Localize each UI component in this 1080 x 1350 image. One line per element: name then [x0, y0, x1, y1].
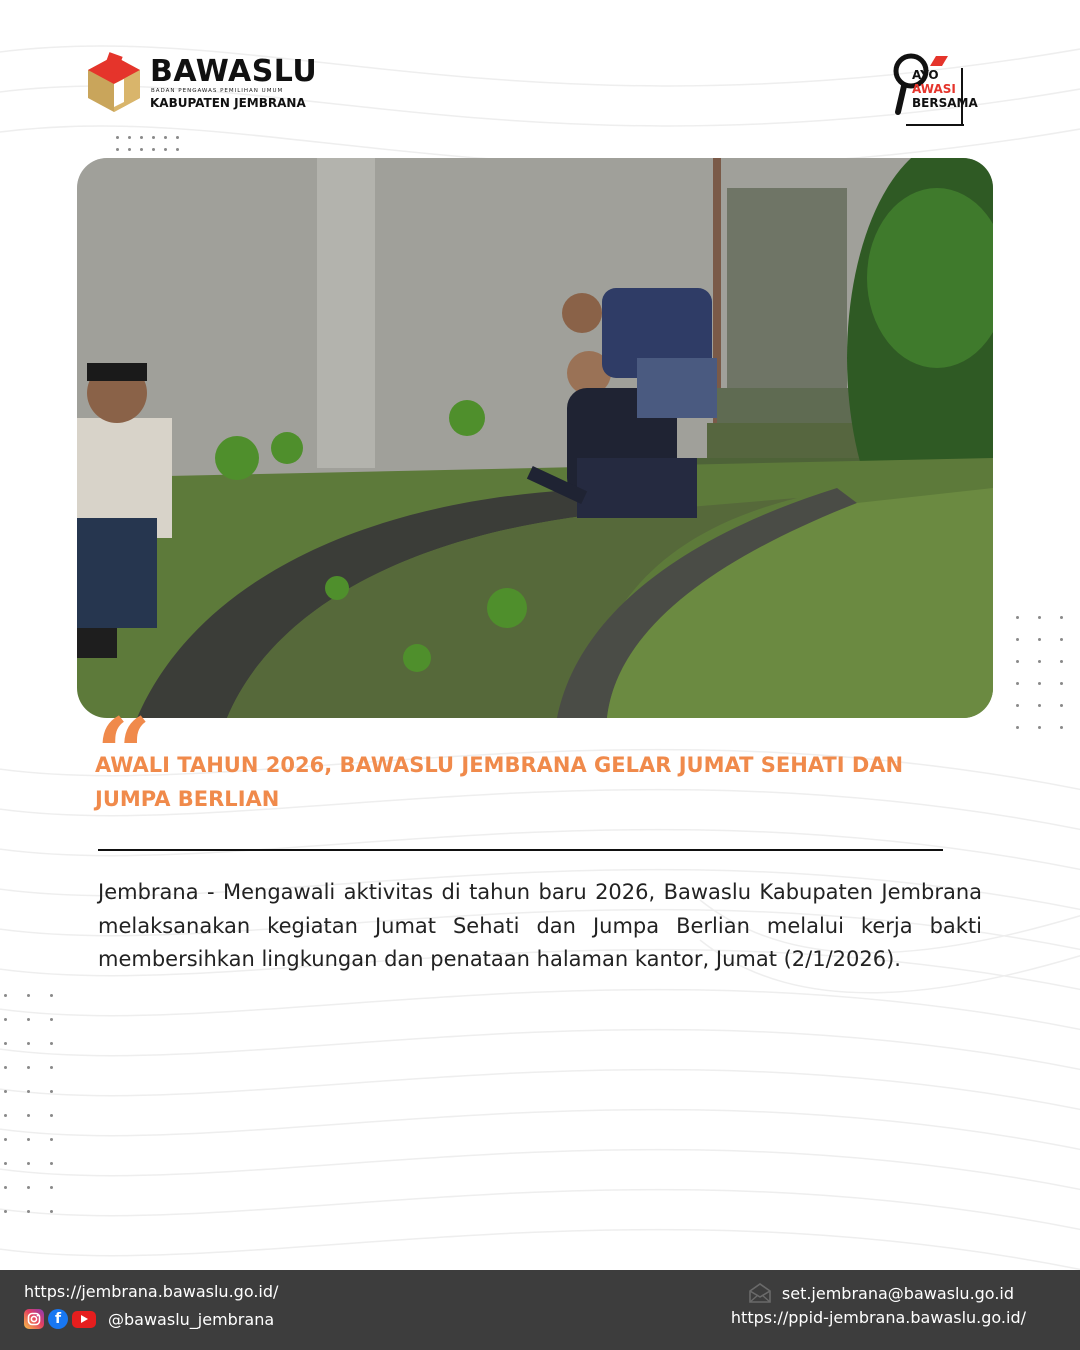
dot-grid-right [1016, 616, 1076, 736]
footer-ppid-link[interactable]: https://ppid-jembrana.bawaslu.go.id/ [730, 1308, 1026, 1327]
footer-website-link[interactable]: https://jembrana.bawaslu.go.id/ [24, 1282, 279, 1301]
logo-subtitle: BADAN PENGAWAS PEMILIHAN UMUM [151, 88, 284, 94]
article-photo [77, 158, 993, 718]
footer-email-link[interactable]: set.jembrana@bawaslu.go.id [781, 1283, 1014, 1303]
article-headline: AWALI TAHUN 2026, BAWASLU JEMBRANA GELAR JUMAT SEHATI DAN JUMPA BERLIAN [95, 753, 904, 811]
footer-email-row [748, 1282, 1014, 1304]
bawaslu-logo [84, 52, 324, 116]
badge-line-1: AYO [912, 68, 939, 82]
facebook-icon[interactable]: f [48, 1309, 68, 1329]
footer-social-row [24, 1308, 274, 1330]
youtube-icon[interactable] [72, 1311, 96, 1328]
footer-bar [0, 1270, 1080, 1350]
logo-region: KABUPATEN JEMBRANA [150, 96, 306, 110]
bawaslu-emblem-icon [84, 52, 144, 116]
footer-social-handle[interactable]: @bawaslu_jembrana [108, 1309, 275, 1329]
dot-grid-left [4, 994, 64, 1224]
mail-icon [748, 1282, 772, 1304]
headline-divider [98, 849, 943, 851]
badge-line-2: AWASI [912, 82, 956, 96]
quote-mark-icon: “ [96, 697, 152, 810]
logo-title: BAWASLU [150, 54, 318, 89]
instagram-icon[interactable] [24, 1309, 44, 1329]
ayo-awasi-bersama-badge [892, 52, 978, 128]
badge-line-3: BERSAMA [912, 96, 978, 110]
dot-grid-top [116, 136, 186, 156]
article-body: Jembrana - Mengawali aktivitas di tahun baru 2026, Bawaslu Kabupaten Jembrana melaksanakan kegiatan Jumat Sehati dan Jumpa Berlian melalui kerja bakti membersihkan lingkungan dan penataan halaman kantor, Jumat (2/1/2026). [98, 880, 982, 971]
